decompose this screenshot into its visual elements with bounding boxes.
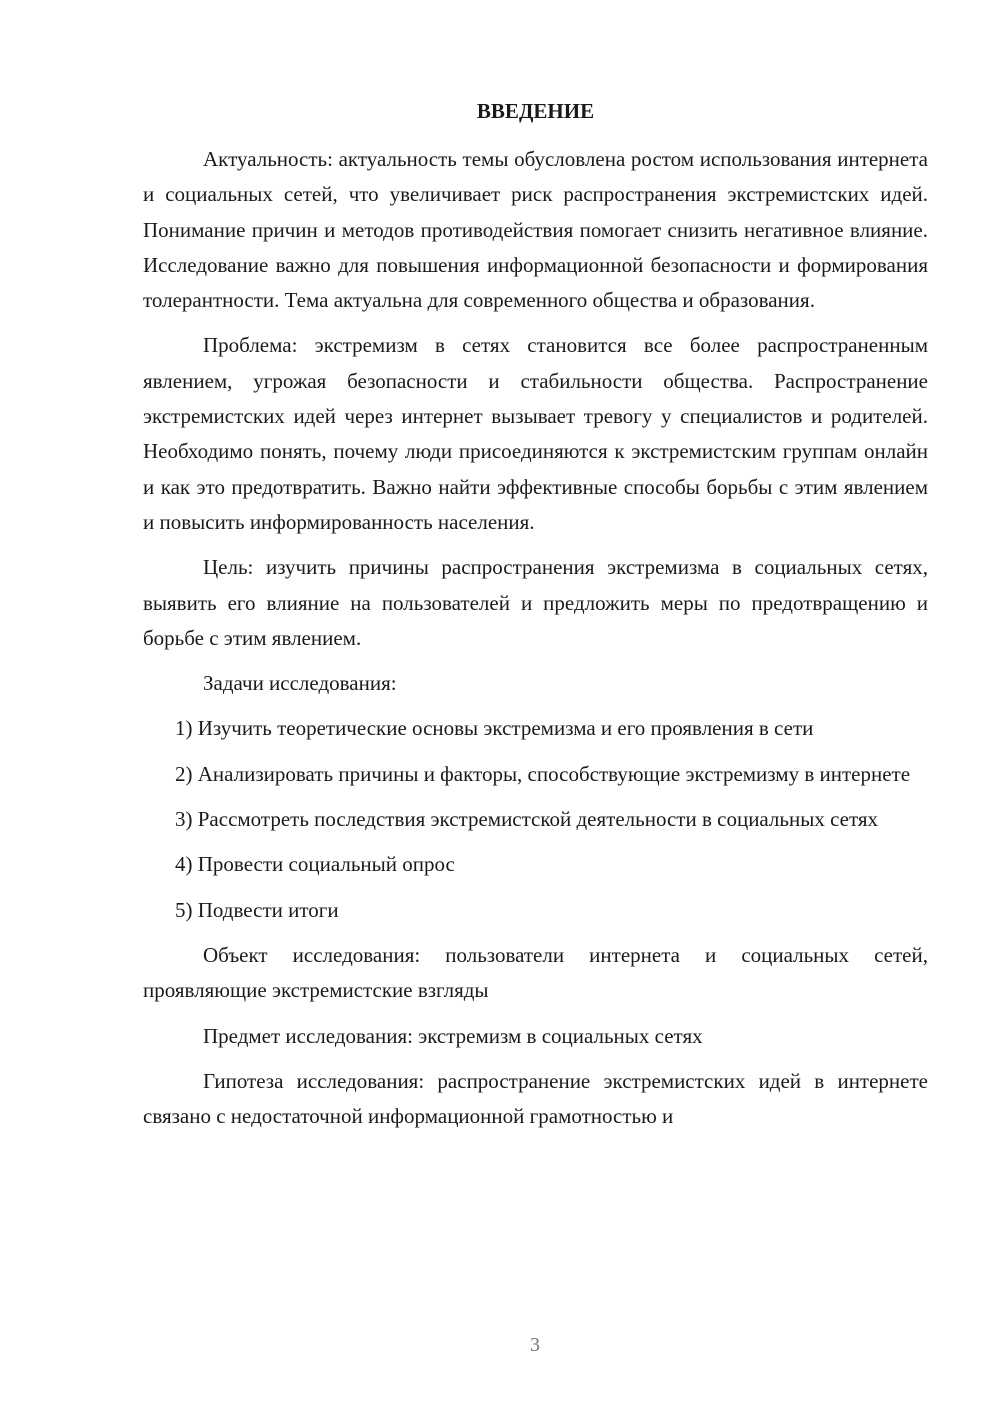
tasks-heading: Задачи исследования: [203,671,397,696]
document-page [143,96,928,1144]
page-number: 3 [530,1334,540,1356]
hypothesis-paragraph: Гипотеза исследования: распространение экстремистских идей в интернете связано с недостаточной информационной грамотностью и [143,1068,928,1129]
object-paragraph: Объект исследования: пользователи интернета и социальных сетей, проявляющие экстремистские взгляды [143,942,928,1003]
task-item-5: 5) Подвести итоги [175,897,339,922]
problem-paragraph: Проблема: экстремизм в сетях становится все более распространенным явлением, угрожая безопасности и стабильности общества. Распространение экстремистских идей через интернет вызывает тревогу у специалистов и родителей. Необходимо понять, почему люди присоединяются к экстремистским группам онлайн и как это предотвратить. Важно найти эффективные способы борьбы с этим явлением и повысить информированность населения. [143,333,928,534]
task-item-4: 4) Провести социальный опрос [175,852,455,877]
task-item-3: 3) Рассмотреть последствия экстремистской деятельности в социальных сетях [175,807,879,832]
section-title: ВВЕДЕНИЕ [476,99,595,123]
relevance-paragraph: Актуальность: актуальность темы обусловлена ростом использования интернета и социальных сетей, что увеличивает риск распространения экстремистских идей. Понимание причин и методов противодействия помогает снизить негативное влияние. Исследование важно для повышения информационной безопасности и формирования толерантности. Тема актуальна для современного общества и образования. [143,147,928,313]
subject-paragraph: Предмет исследования: экстремизм в социальных сетях [203,1023,703,1048]
goal-paragraph: Цель: изучить причины распространения экстремизма в социальных сетях, выявить его влияние на пользователей и предложить меры по предотвращению и борьбе с этим явлением. [143,555,928,650]
task-item-1: 1) Изучить теоретические основы экстремизма и его проявления в сети [175,716,814,741]
task-item-2: 2) Анализировать причины и факторы, способствующие экстремизму в интернете [175,761,911,786]
